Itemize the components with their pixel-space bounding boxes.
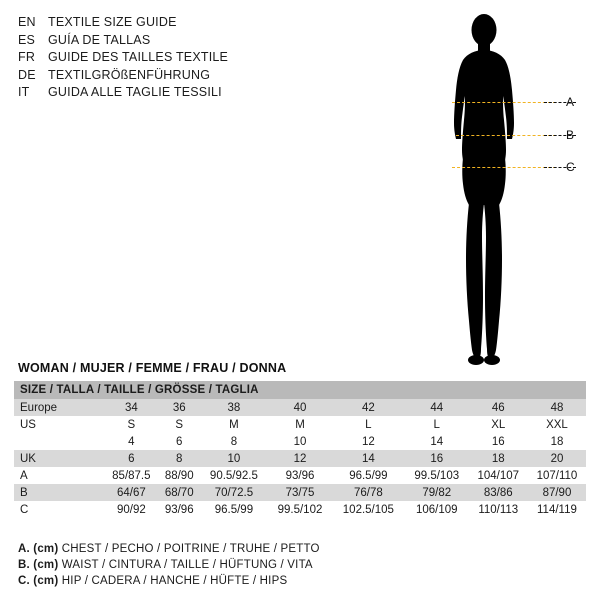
table-cell: 85/87.5	[104, 467, 159, 484]
legend-row	[18, 541, 578, 557]
table-cell: 96.5/99	[200, 501, 268, 518]
table-cell: 48	[528, 399, 586, 416]
table-cell: 38	[200, 399, 268, 416]
language-row	[18, 14, 348, 32]
table-cell: 90.5/92.5	[200, 467, 268, 484]
language-text: TEXTILE SIZE GUIDE	[48, 15, 177, 29]
measure-label-b: B	[566, 128, 575, 142]
table-cell: 12	[268, 450, 332, 467]
table-cell: 93/96	[268, 467, 332, 484]
table-cell: 18	[528, 433, 586, 450]
table-header-row	[14, 381, 586, 399]
table-cell: 68/70	[159, 484, 200, 501]
table-cell: 6	[104, 450, 159, 467]
table-cell: 6	[159, 433, 200, 450]
table-cell: 42	[332, 399, 405, 416]
language-title-list	[18, 14, 348, 102]
row-label: B	[14, 484, 104, 501]
table-cell: 36	[159, 399, 200, 416]
row-label: A	[14, 467, 104, 484]
table-cell: 96.5/99	[332, 467, 405, 484]
row-label: UK	[14, 450, 104, 467]
table-cell: 10	[200, 450, 268, 467]
row-label	[14, 433, 104, 450]
table-cell: 16	[405, 450, 469, 467]
table-cell: 79/82	[405, 484, 469, 501]
legend-key: B. (cm)	[18, 559, 59, 571]
language-code: ES	[18, 32, 36, 47]
table-header-label: SIZE / TALLA / TAILLE / GRÖSSE / TAGLIA	[14, 381, 586, 399]
table-cell: S	[104, 416, 159, 433]
table-cell: 88/90	[159, 467, 200, 484]
table-row	[14, 416, 586, 433]
table-cell: 73/75	[268, 484, 332, 501]
table-row	[14, 484, 586, 501]
legend-text: WAIST / CINTURA / TAILLE / HÜFTUNG / VITA	[61, 559, 313, 571]
table-cell: XL	[469, 416, 528, 433]
table-row	[14, 501, 586, 518]
table-cell: 87/90	[528, 484, 586, 501]
language-text: GUIDA ALLE TAGLIE TESSILI	[48, 85, 222, 99]
table-cell: 99.5/102	[268, 501, 332, 518]
table-cell: 70/72.5	[200, 484, 268, 501]
legend-key: A. (cm)	[18, 543, 59, 555]
measurement-legend	[18, 541, 578, 589]
legend-key: C. (cm)	[18, 575, 59, 587]
female-body-figure	[430, 8, 590, 376]
table-cell: 8	[159, 450, 200, 467]
table-cell: 93/96	[159, 501, 200, 518]
language-row	[18, 49, 348, 67]
language-text: GUÍA DE TALLAS	[48, 32, 151, 47]
table-cell: 46	[469, 399, 528, 416]
legend-text: CHEST / PECHO / POITRINE / TRUHE / PETTO	[61, 543, 320, 555]
gender-title: WOMAN / MUJER / FEMME / FRAU / DONNA	[18, 361, 287, 375]
table-cell: L	[405, 416, 469, 433]
table-cell: 14	[405, 433, 469, 450]
table-cell: 44	[405, 399, 469, 416]
row-label: US	[14, 416, 104, 433]
table-cell: 99.5/103	[405, 467, 469, 484]
table-cell: 34	[104, 399, 159, 416]
table-cell: 90/92	[104, 501, 159, 518]
table-cell: 8	[200, 433, 268, 450]
language-row	[18, 67, 348, 85]
table-cell: 106/109	[405, 501, 469, 518]
measure-line-waist	[456, 135, 556, 136]
table-cell: 104/107	[469, 467, 528, 484]
table-cell: S	[159, 416, 200, 433]
legend-text: HIP / CADERA / HANCHE / HÜFTE / HIPS	[61, 575, 288, 587]
table-cell: 20	[528, 450, 586, 467]
table-cell: L	[332, 416, 405, 433]
table-cell: 110/113	[469, 501, 528, 518]
legend-row	[18, 557, 578, 573]
table-cell: 76/78	[332, 484, 405, 501]
language-code: IT	[18, 85, 30, 99]
table-row	[14, 450, 586, 467]
table-cell: 12	[332, 433, 405, 450]
table-cell: 16	[469, 433, 528, 450]
table-row	[14, 399, 586, 416]
language-code: EN	[18, 15, 36, 29]
table-cell: XXL	[528, 416, 586, 433]
language-row	[18, 32, 348, 50]
row-label: C	[14, 501, 104, 518]
language-code: FR	[18, 50, 36, 64]
measure-label-a: A	[566, 95, 575, 109]
table-cell: M	[268, 416, 332, 433]
table-cell: 4	[104, 433, 159, 450]
measure-line-hip	[452, 167, 556, 168]
measure-line-chest	[452, 102, 556, 103]
table-cell: 114/119	[528, 501, 586, 518]
table-cell: 102.5/105	[332, 501, 405, 518]
language-row	[18, 84, 348, 102]
table-cell: 18	[469, 450, 528, 467]
table-cell: M	[200, 416, 268, 433]
table-cell: 40	[268, 399, 332, 416]
language-text: TEXTILGRÖßENFÜHRUNG	[48, 67, 211, 82]
table-row	[14, 467, 586, 484]
size-table	[14, 381, 586, 518]
table-cell: 64/67	[104, 484, 159, 501]
table-row	[14, 433, 586, 450]
table-cell: 14	[332, 450, 405, 467]
row-label: Europe	[14, 399, 104, 416]
language-code: DE	[18, 67, 36, 82]
table-cell: 10	[268, 433, 332, 450]
female-silhouette-icon	[430, 8, 590, 376]
table-cell: 107/110	[528, 467, 586, 484]
measure-label-c: C	[566, 160, 575, 174]
language-text: GUIDE DES TAILLES TEXTILE	[48, 50, 229, 64]
legend-row	[18, 573, 578, 589]
table-cell: 83/86	[469, 484, 528, 501]
